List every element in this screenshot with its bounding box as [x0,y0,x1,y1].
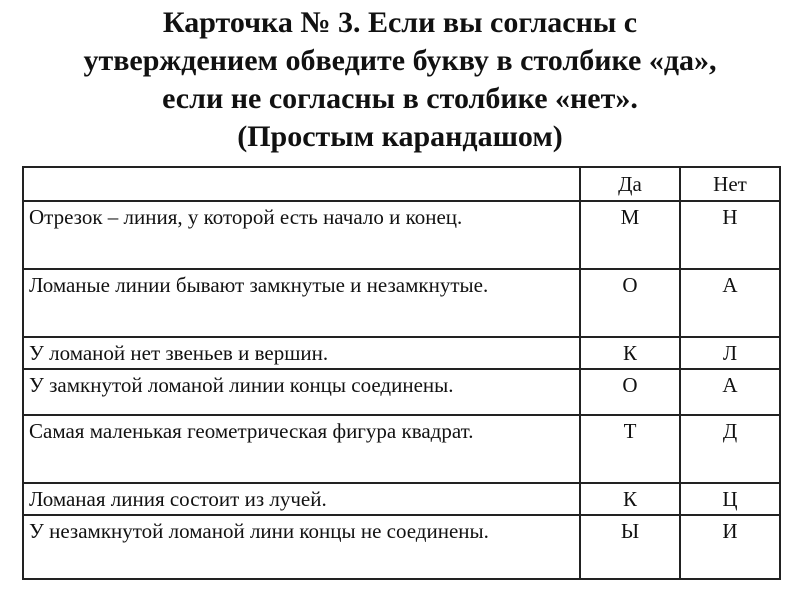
yes-letter-cell[interactable]: Ы [580,515,680,579]
title-line-3: если не согласны в столбике «нет». [162,82,638,115]
title-line-2: утверждением обведите букву в столбике «да», [83,44,717,77]
table-row [23,415,780,483]
card-title [0,4,800,156]
no-letter-cell[interactable]: Д [680,415,780,483]
statement-cell: У замкнутой ломаной линии концы соединены. [23,369,580,415]
yes-letter-cell[interactable]: М [580,201,680,269]
yes-letter-cell[interactable]: О [580,369,680,415]
yes-letter-cell[interactable]: К [580,483,680,515]
yes-letter-cell[interactable]: К [580,337,680,369]
quiz-table [22,166,781,580]
no-letter-cell[interactable]: Ц [680,483,780,515]
statement-cell: Ломаная линия состоит из лучей. [23,483,580,515]
header-statement-cell [23,167,580,201]
table-row [23,369,780,415]
statement-cell: Отрезок – линия, у которой есть начало и конец. [23,201,580,269]
no-letter-cell[interactable]: Н [680,201,780,269]
table-row [23,483,780,515]
title-line-1: Карточка № 3. Если вы согласны с [162,6,638,39]
table-row [23,201,780,269]
table-row [23,515,780,579]
header-yes-cell: Да [580,167,680,201]
yes-letter-cell[interactable]: О [580,269,680,337]
title-line-4: (Простым карандашом) [237,120,563,153]
no-letter-cell[interactable]: А [680,369,780,415]
no-letter-cell[interactable]: И [680,515,780,579]
yes-letter-cell[interactable]: Т [580,415,680,483]
header-no-cell: Нет [680,167,780,201]
no-letter-cell[interactable]: Л [680,337,780,369]
statement-cell: Самая маленькая геометрическая фигура квадрат. [23,415,580,483]
statement-cell: У ломаной нет звеньев и вершин. [23,337,580,369]
table-row [23,337,780,369]
statement-cell: У незамкнутой ломаной лини концы не соединены. [23,515,580,579]
table-row [23,269,780,337]
table-header-row [23,167,780,201]
statement-cell: Ломаные линии бывают замкнутые и незамкнутые. [23,269,580,337]
no-letter-cell[interactable]: А [680,269,780,337]
